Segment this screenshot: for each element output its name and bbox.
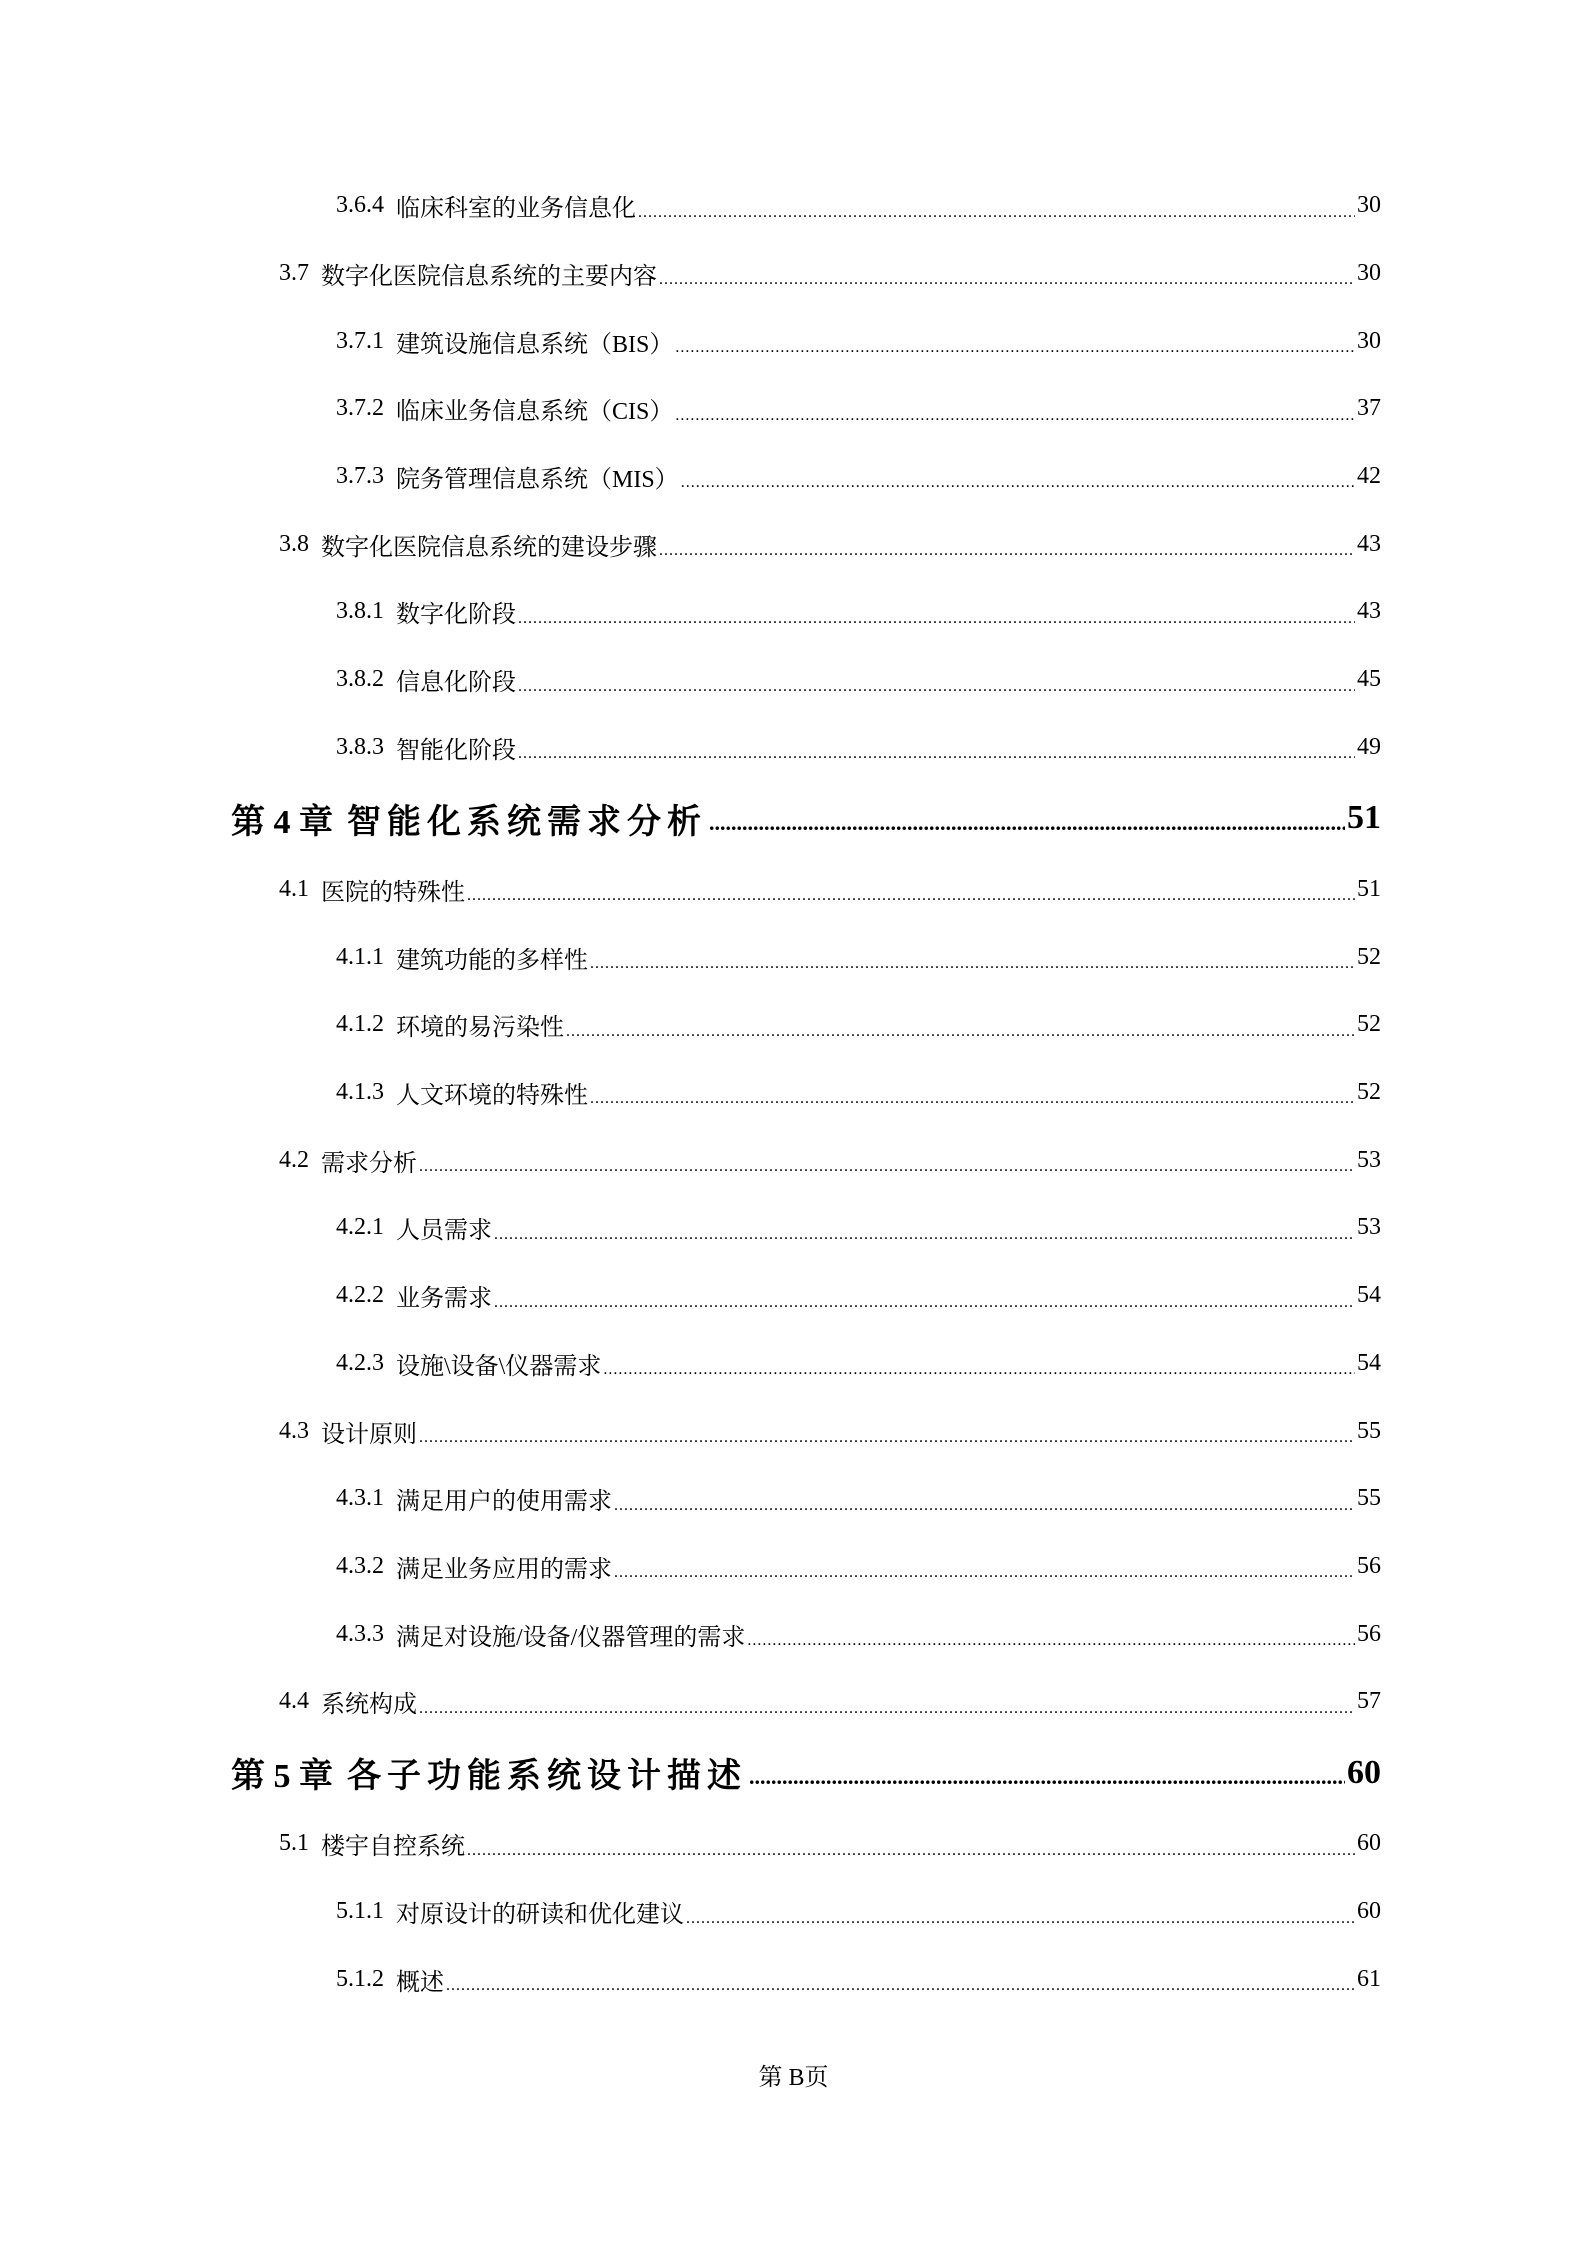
toc-entry-title: 建筑设施信息系统（BIS）	[396, 331, 674, 358]
toc-entry-title: 临床科室的业务信息化	[396, 196, 636, 223]
toc-entry-number: 4.4	[279, 1688, 309, 1715]
toc-entry-number: 4.2.1	[336, 1214, 384, 1241]
toc-entry-number: 3.8.2	[336, 666, 384, 693]
toc-entry-number: 3.7.3	[336, 463, 384, 490]
dot-leader	[518, 610, 1355, 646]
toc-entry-number: 4.1.3	[336, 1079, 384, 1106]
toc-entry[interactable]	[0, 856, 1587, 924]
toc-entry-title: 设施\设备\仪器需求	[396, 1353, 602, 1380]
toc-entry-page: 60	[1357, 1830, 1381, 1857]
toc-entry-page: 53	[1357, 1214, 1381, 1241]
toc-chapter-entry[interactable]	[0, 1736, 1587, 1811]
toc-entry[interactable]	[0, 991, 1587, 1059]
toc-entry-page: 51	[1357, 876, 1381, 903]
dot-leader	[675, 339, 1355, 375]
dot-leader	[614, 1564, 1355, 1600]
toc-entry-page: 43	[1357, 598, 1381, 625]
dot-leader	[603, 1361, 1355, 1397]
toc-entry[interactable]	[0, 510, 1587, 578]
dot-leader	[681, 474, 1355, 510]
toc-entry-page: 42	[1357, 463, 1381, 490]
dot-leader	[467, 887, 1355, 923]
toc-entry[interactable]	[0, 172, 1587, 240]
dot-leader	[590, 955, 1355, 991]
dot-leader	[614, 1497, 1355, 1533]
toc-entry[interactable]	[0, 1397, 1587, 1465]
toc-entry-title: 院务管理信息系统（MIS）	[396, 467, 679, 494]
dot-leader	[709, 810, 1345, 856]
toc-entry-page: 56	[1357, 1620, 1381, 1647]
toc-entry-page: 52	[1357, 1011, 1381, 1038]
toc-entry-page: 55	[1357, 1417, 1381, 1444]
toc-entry-title: 智能化系统需求分析	[347, 803, 707, 841]
toc-entry-title: 环境的易污染性	[396, 1015, 564, 1042]
toc-entry-title: 数字化医院信息系统的主要内容	[321, 264, 657, 291]
toc-entry[interactable]	[0, 578, 1587, 646]
toc-entry-title: 满足业务应用的需求	[396, 1556, 612, 1583]
toc-entry[interactable]	[0, 714, 1587, 782]
toc-entry-number: 4.3.1	[336, 1485, 384, 1512]
toc-entry-title: 需求分析	[321, 1150, 417, 1177]
toc-entry-title: 智能化阶段	[396, 737, 516, 764]
toc-entry[interactable]	[0, 240, 1587, 308]
toc-chapter-entry[interactable]	[0, 781, 1587, 856]
toc-entry-page: 61	[1357, 1965, 1381, 1992]
toc-entry-title: 业务需求	[396, 1286, 492, 1313]
toc-entry-page: 30	[1357, 260, 1381, 287]
toc-entry-title: 楼宇自控系统	[321, 1834, 465, 1861]
toc-entry-title: 各子功能系统设计描述	[347, 1758, 747, 1796]
toc-entry-number: 4.2	[279, 1146, 309, 1173]
toc-entry-title: 人员需求	[396, 1218, 492, 1245]
toc-entry[interactable]	[0, 923, 1587, 991]
toc-entry-page: 52	[1357, 1079, 1381, 1106]
toc-entry-page: 53	[1357, 1146, 1381, 1173]
toc-entry-number: 4.1.2	[336, 1011, 384, 1038]
dot-leader	[419, 1700, 1355, 1736]
toc-entry-page: 49	[1357, 733, 1381, 760]
toc-entry-page: 60	[1357, 1898, 1381, 1925]
toc-entry[interactable]	[0, 1059, 1587, 1127]
toc-entry-title: 医院的特殊性	[321, 880, 465, 907]
toc-entry[interactable]	[0, 375, 1587, 443]
toc-entry-page: 37	[1357, 395, 1381, 422]
toc-entry-number: 4.1.1	[336, 943, 384, 970]
toc-entry-page: 45	[1357, 666, 1381, 693]
toc-entry-page: 51	[1347, 799, 1381, 837]
toc-entry-page: 56	[1357, 1552, 1381, 1579]
dot-leader	[638, 204, 1355, 240]
toc-entry[interactable]	[0, 646, 1587, 714]
toc-entry-number: 4.2.2	[336, 1282, 384, 1309]
toc-entry[interactable]	[0, 1946, 1587, 2014]
toc-entry-title: 概述	[396, 1969, 444, 1996]
toc-entry-number: 4.3.3	[336, 1620, 384, 1647]
dot-leader	[518, 678, 1355, 714]
table-of-contents	[0, 172, 1587, 2013]
toc-entry-page: 52	[1357, 943, 1381, 970]
dot-leader	[446, 1977, 1355, 2013]
toc-entry-page: 54	[1357, 1349, 1381, 1376]
dot-leader	[675, 407, 1355, 443]
dot-leader	[659, 271, 1355, 307]
toc-entry-page: 43	[1357, 530, 1381, 557]
toc-entry[interactable]	[0, 1194, 1587, 1262]
toc-entry-number: 3.7.2	[336, 395, 384, 422]
dot-leader	[494, 1294, 1355, 1330]
dot-leader	[749, 1764, 1345, 1810]
dot-leader	[659, 542, 1355, 578]
dot-leader	[518, 745, 1355, 781]
toc-entry-page: 55	[1357, 1485, 1381, 1512]
dot-leader	[566, 1023, 1355, 1059]
toc-entry-number: 3.6.4	[336, 192, 384, 219]
toc-entry-page: 30	[1357, 327, 1381, 354]
toc-entry-number: 5.1	[279, 1830, 309, 1857]
dot-leader	[419, 1158, 1355, 1194]
toc-entry-title: 人文环境的特殊性	[396, 1083, 588, 1110]
toc-entry-number: 3.8.3	[336, 733, 384, 760]
toc-entry[interactable]	[0, 1126, 1587, 1194]
toc-entry-title: 建筑功能的多样性	[396, 947, 588, 974]
toc-entry-number: 3.8	[279, 530, 309, 557]
toc-entry-title: 数字化医院信息系统的建设步骤	[321, 534, 657, 561]
toc-entry-title: 系统构成	[321, 1692, 417, 1719]
toc-entry-title: 满足对设施/设备/仪器管理的需求	[396, 1624, 746, 1651]
toc-entry[interactable]	[0, 1533, 1587, 1601]
toc-entry[interactable]	[0, 1465, 1587, 1533]
toc-entry-title: 满足用户的使用需求	[396, 1489, 612, 1516]
toc-entry[interactable]	[0, 1878, 1587, 1946]
dot-leader	[419, 1429, 1355, 1465]
toc-entry[interactable]	[0, 443, 1587, 511]
toc-entry[interactable]	[0, 1600, 1587, 1668]
dot-leader	[686, 1910, 1355, 1946]
toc-entry[interactable]	[0, 1668, 1587, 1736]
page-number-footer: 第 B页	[758, 2065, 829, 2091]
toc-entry-number: 4.2.3	[336, 1349, 384, 1376]
toc-entry[interactable]	[0, 1262, 1587, 1330]
toc-entry-page: 57	[1357, 1688, 1381, 1715]
dot-leader	[494, 1226, 1355, 1262]
toc-entry-number: 第 4 章	[231, 803, 333, 841]
toc-entry-number: 5.1.2	[336, 1965, 384, 1992]
toc-entry-page: 54	[1357, 1282, 1381, 1309]
toc-entry-number: 4.3.2	[336, 1552, 384, 1579]
toc-entry-number: 3.7	[279, 260, 309, 287]
dot-leader	[590, 1090, 1355, 1126]
toc-entry-number: 5.1.1	[336, 1898, 384, 1925]
toc-entry-number: 4.3	[279, 1417, 309, 1444]
toc-entry-title: 设计原则	[321, 1421, 417, 1448]
toc-entry-title: 信息化阶段	[396, 670, 516, 697]
toc-entry-number: 第 5 章	[231, 1758, 333, 1796]
dot-leader	[467, 1842, 1355, 1878]
toc-entry-title: 对原设计的研读和优化建议	[396, 1902, 684, 1929]
toc-entry[interactable]	[0, 1330, 1587, 1398]
toc-entry-page: 60	[1347, 1753, 1381, 1791]
toc-entry[interactable]	[0, 307, 1587, 375]
toc-entry-title: 数字化阶段	[396, 602, 516, 629]
toc-entry-title: 临床业务信息系统（CIS）	[396, 399, 674, 426]
toc-entry[interactable]	[0, 1810, 1587, 1878]
toc-entry-number: 3.7.1	[336, 327, 384, 354]
toc-entry-page: 30	[1357, 192, 1381, 219]
dot-leader	[747, 1632, 1355, 1668]
toc-entry-number: 4.1	[279, 876, 309, 903]
toc-entry-number: 3.8.1	[336, 598, 384, 625]
